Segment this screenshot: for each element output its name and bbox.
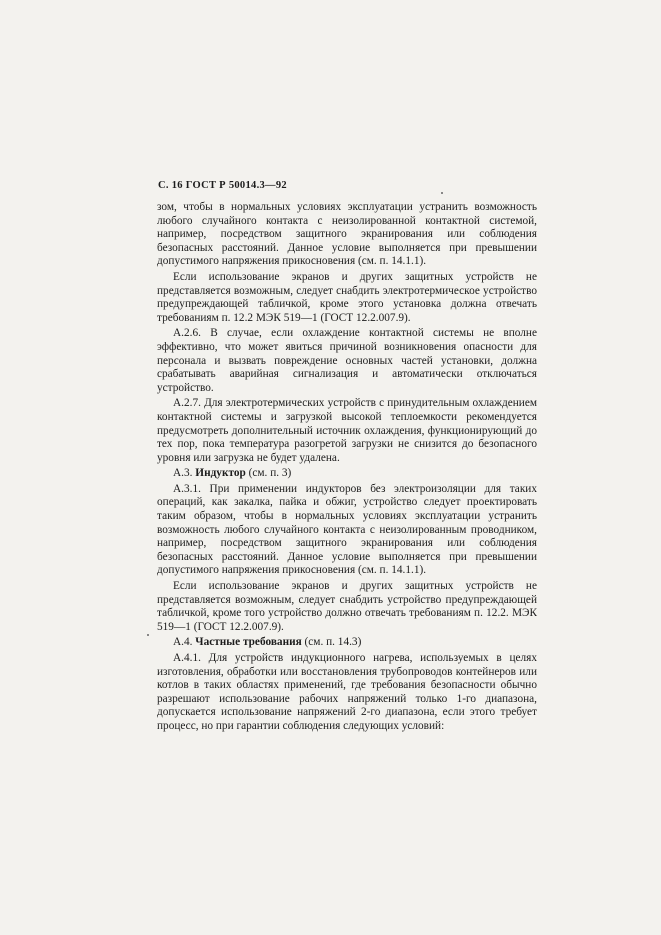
paragraph-a-2-7: А.2.7. Для электротермических устройств с принудительным охлаждением контактной системы и загрузкой высокой теплоемкости рекомендуется предусмотреть дополнительный источник охлаждения, функционирующий до тех пор, пока температура разогретой загрузки не снизится до безопасного уровня или загрузка не будет удалена. bbox=[157, 397, 537, 464]
heading-number: А.3. bbox=[173, 467, 193, 480]
heading-reference: (см. п. 14.3) bbox=[304, 636, 362, 649]
paragraph-a-3-1: А.3.1. При применении индукторов без электроизоляции для таких операций, как закалка, пайка и обжиг, устройство следует проектировать таким образом, чтобы в нормальных условиях эксплуатации устранить возможность любого случайного контакта с неизолированным проводником, например, посредством защитного экранирования или соблюдения безопасных расстояний. Данное условие выполняется при превышении допустимого напряжения прикосновения (см. п. 14.1.1). bbox=[157, 482, 537, 577]
document-body bbox=[157, 201, 537, 736]
paragraph-a-2-6: А.2.6. В случае, если охлаждение контактной системы не вполне эффективно, что может явиться причиной возникновения опасности для персонала и вызвать повреждение основных частей установки, должна срабатывать аварийная сигнализация и автоматически отключаться устройство. bbox=[157, 327, 537, 394]
paragraph-continuation: зом, чтобы в нормальных условиях эксплуатации устранить возможность любого случайного контакта с неизолированной контактной системой, например, посредством защитного экранирования или соблюдения безопасных расстояний. Данное условие выполняется при превышении допустимого напряжения прикосновения (см. п. 14.1.1). bbox=[157, 201, 537, 268]
paragraph-a-4-1: А.4.1. Для устройств индукционного нагрева, используемых в целях изготовления, обработки или восстановления трубопроводов контейнеров или котлов в таких областях применений, где требования безопасности обычно разрешают использование рабочих напряжений только 1-го диапазона, допускается использование напряжений 2-го диапазона, если этого требует процесс, но при гарантии соблюдения следующих условий: bbox=[157, 652, 537, 732]
heading-title: Частные требования bbox=[195, 636, 302, 649]
scan-speck bbox=[441, 192, 443, 194]
section-heading-a-4 bbox=[157, 636, 537, 650]
page-header: С. 16 ГОСТ Р 50014.3—92 bbox=[158, 180, 287, 191]
heading-title: Индуктор bbox=[195, 467, 246, 480]
heading-number: А.4. bbox=[173, 636, 193, 649]
paragraph-inductor-shielding-note: Если использование экранов и других защитных устройств не представляется возможным, следует снабдить устройство предупреждающей табличкой, кроме того устройство должно отвечать требованиям п. 12.2. МЭК 519—1 (ГОСТ 12.2.007.9). bbox=[157, 580, 537, 633]
paragraph-shielding-note: Если использование экранов и других защитных устройств не представляется возможным, следует снабдить электротермическое устройство предупреждающей табличкой, кроме этого установка должна отвечать требованиям п. 12.2 МЭК 519—1 (ГОСТ 12.2.007.9). bbox=[157, 270, 537, 324]
heading-reference: (см. п. 3) bbox=[248, 467, 292, 480]
scan-speck bbox=[147, 634, 149, 636]
section-heading-a-3 bbox=[157, 467, 537, 481]
